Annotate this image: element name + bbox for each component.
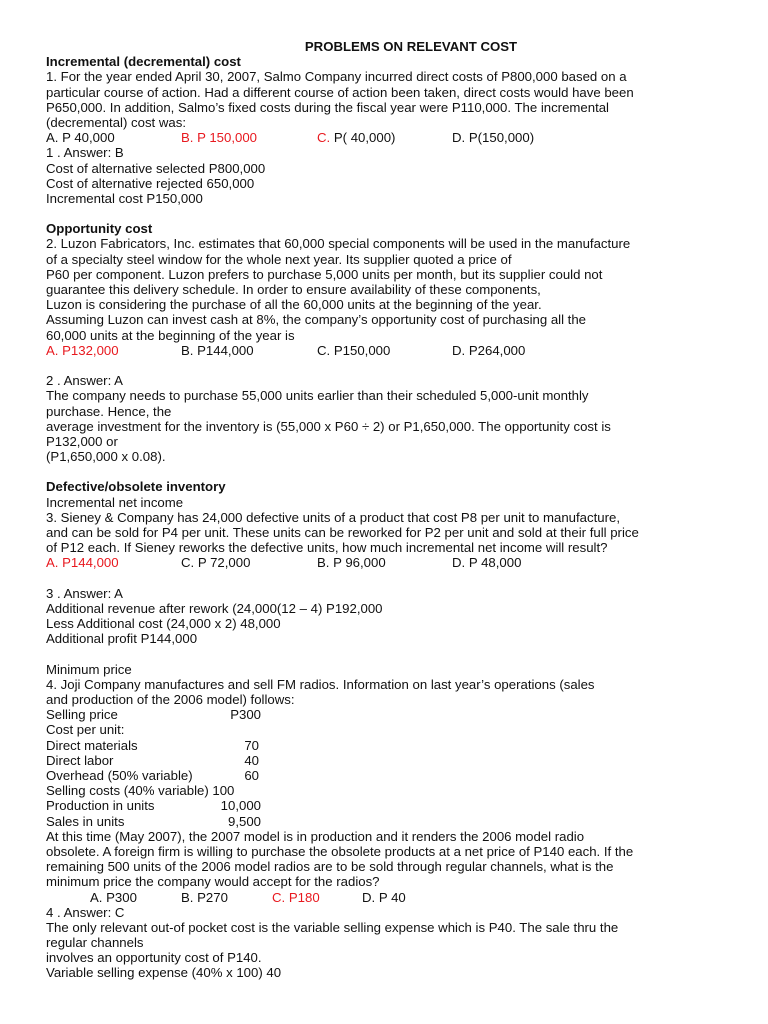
cost-table-row [46, 814, 746, 829]
q3-answer-line: Additional revenue after rework (24,000(12 – 4) P192,000 [46, 600, 383, 616]
q4-option-c: C. P180 [272, 889, 320, 905]
q1-option-a: A. P 40,000 [46, 130, 115, 146]
section-heading-defective: Defective/obsolete inventory [46, 479, 226, 495]
q2-text-line: 2. Luzon Fabricators, Inc. estimates that 60,000 special components will be used in the manufacture [46, 236, 631, 252]
q3-text-line: of P12 each. If Sieney reworks the defective units, how much incremental net income will result? [46, 540, 608, 556]
q2-option-a: A. P132,000 [46, 342, 119, 358]
q3-options [46, 555, 746, 570]
q1-option-c: C. P( 40,000) [317, 130, 396, 146]
q2-text-line: of a specialty steel window for the whole next year. Its supplier quoted a price of [46, 251, 512, 267]
q3-text-line: 3. Sieney & Company has 24,000 defective units of a product that cost P8 per unit to manufacture, [46, 509, 620, 525]
cost-label: Selling costs (40% variable) 100 [46, 783, 235, 799]
q3-answer-line: 3 . Answer: A [46, 585, 123, 601]
cost-table-row [46, 768, 746, 783]
q4-answer-line: involves an opportunity cost of P140. [46, 950, 262, 966]
cost-table-row [46, 798, 746, 813]
q4-option-b: B. P270 [181, 889, 228, 905]
cost-value: 70 [244, 737, 259, 753]
q2-answer-line: (P1,650,000 x 0.08). [46, 449, 166, 465]
q1-options [46, 130, 746, 145]
q1-option-d: D. P(150,000) [452, 130, 535, 146]
q3-option-c: C. P 72,000 [181, 555, 251, 571]
q3-option-a: A. P144,000 [46, 555, 119, 571]
subheading-minimum-price: Minimum price [46, 661, 132, 677]
q4-option-a: A. P300 [90, 889, 137, 905]
q4-text-line: and production of the 2006 model) follows: [46, 692, 295, 708]
document-page [46, 39, 746, 981]
cost-table-row [46, 722, 746, 737]
cost-table-row [46, 738, 746, 753]
q1-answer-line: Incremental cost P150,000 [46, 190, 203, 206]
cost-value: 10,000 [220, 798, 261, 814]
cost-value: 60 [244, 768, 259, 783]
q2-option-d: D. P264,000 [452, 342, 526, 358]
q1-answer-line: 1 . Answer: B [46, 145, 124, 161]
q2-answer-line: 2 . Answer: A [46, 373, 123, 389]
q4-text-line: At this time (May 2007), the 2007 model is in production and it renders the 2006 model radio [46, 828, 585, 844]
cost-table-row [46, 707, 746, 722]
q4-text-line: remaining 500 units of the 2006 model radios are to be sold through regular channels, what is the [46, 859, 614, 875]
cost-label: Selling price [46, 707, 118, 723]
q2-text-line: Assuming Luzon can invest cash at 8%, the company’s opportunity cost of purchasing all the [46, 312, 587, 328]
q4-answer-line: The only relevant out-of pocket cost is the variable selling expense which is P40. The sale thru the [46, 919, 619, 935]
q3-option-b: B. P 96,000 [317, 555, 386, 571]
q2-text-line: Luzon is considering the purchase of all the 60,000 units at the beginning of the year. [46, 297, 542, 313]
q2-text-line: 60,000 units at the beginning of the year is [46, 327, 295, 343]
subheading-incremental-net-income: Incremental net income [46, 494, 184, 510]
cost-table-row [46, 753, 746, 768]
q2-text-line: guarantee this delivery schedule. In order to ensure availability of these components, [46, 282, 541, 297]
q2-answer-line: purchase. Hence, the [46, 403, 172, 419]
q4-text-line: 4. Joji Company manufactures and sell FM radios. Information on last year’s operations (sales [46, 676, 595, 692]
q4-answer-line: 4 . Answer: C [46, 904, 125, 920]
cost-value: 40 [244, 752, 259, 768]
q3-answer-line: Additional profit P144,000 [46, 631, 198, 647]
q1-text-line: P650,000. In addition, Salmo’s fixed costs during the fiscal year were P110,000. The incremental [46, 99, 609, 115]
q2-answer-line: P132,000 or [46, 433, 118, 449]
q2-answer-line: average investment for the inventory is (55,000 x P60 ÷ 2) or P1,650,000. The opportunity cost is [46, 418, 611, 434]
cost-value: P300 [230, 707, 261, 723]
section-heading-opportunity: Opportunity cost [46, 221, 153, 237]
q3-option-d: D. P 48,000 [452, 555, 522, 571]
q2-options [46, 343, 746, 358]
cost-label: Sales in units [46, 813, 125, 829]
cost-value: 9,500 [227, 813, 261, 829]
q4-text-line: obsolete. A foreign firm is willing to purchase the obsolete products at a net price of P140 each. If the [46, 843, 634, 859]
q2-answer-line: The company needs to purchase 55,000 units earlier than their scheduled 5,000-unit monthly [46, 388, 589, 404]
q1-text-line: particular course of action. Had a different course of action been taken, direct costs would have been [46, 84, 634, 100]
q1-answer-line: Cost of alternative rejected 650,000 [46, 175, 255, 191]
cost-label: Production in units [46, 798, 155, 814]
q1-text-line: (decremental) cost was: [46, 114, 186, 130]
page-title: PROBLEMS ON RELEVANT COST [304, 39, 518, 54]
section-heading-incremental: Incremental (decremental) cost [46, 54, 241, 70]
cost-label: Direct labor [46, 752, 114, 768]
q2-option-c: C. P150,000 [317, 342, 391, 358]
q3-answer-line: Less Additional cost (24,000 x 2) 48,000 [46, 616, 281, 632]
q4-answer-line: regular channels [46, 935, 144, 951]
q4-option-d: D. P 40 [362, 889, 406, 905]
q2-text-line: P60 per component. Luzon prefers to purchase 5,000 units per month, but its supplier could not [46, 266, 603, 282]
cost-label: Overhead (50% variable) [46, 768, 193, 783]
cost-table-row [46, 783, 746, 798]
q4-answer-line: Variable selling expense (40% x 100) 40 [46, 965, 282, 981]
q2-option-b: B. P144,000 [181, 342, 254, 358]
cost-label: Cost per unit: [46, 722, 125, 738]
q3-text-line: and can be sold for P4 per unit. These units can be reworked for P2 per unit and sold at their full price [46, 525, 639, 540]
q1-option-b: B. P 150,000 [181, 130, 258, 146]
q4-options [46, 890, 746, 905]
q1-text-line: 1. For the year ended April 30, 2007, Salmo Company incurred direct costs of P800,000 based on a [46, 69, 627, 85]
q1-answer-line: Cost of alternative selected P800,000 [46, 160, 266, 176]
cost-label: Direct materials [46, 737, 138, 753]
q4-text-line: minimum price the company would accept for the radios? [46, 874, 380, 890]
